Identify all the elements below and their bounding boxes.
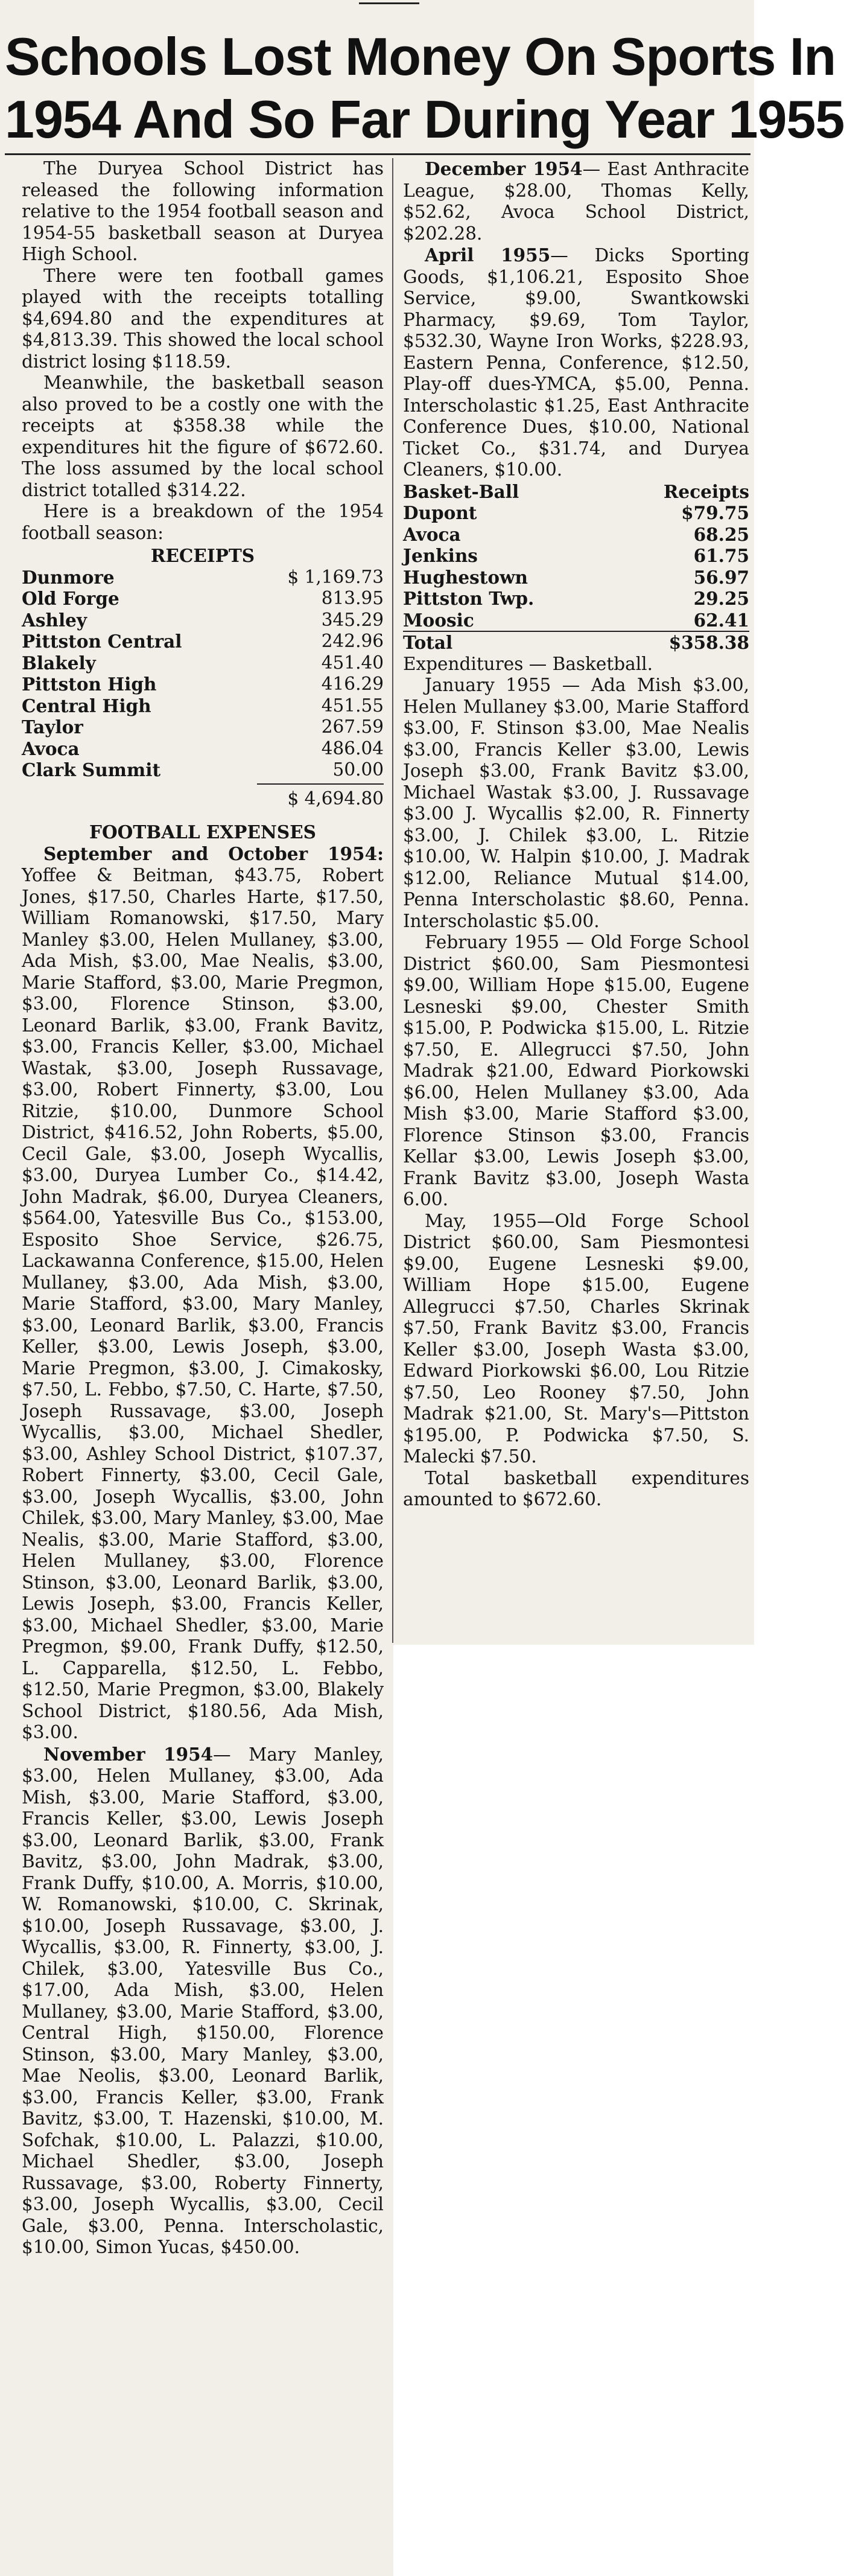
receipts-row: Blakely 451.40 — [22, 652, 384, 674]
nov-expenses — [22, 1744, 384, 2259]
basketball-total-row: Total $358.38 — [403, 632, 749, 653]
basketball-row: Moosic 62.41 — [403, 609, 749, 631]
basketball-row: Jenkins 61.75 — [403, 545, 749, 566]
intro-paragraph-1: The Duryea School District has released the following information relative to the 1954 football season and 1954-55 basketball season at Duryea High School. — [22, 158, 384, 264]
receipts-row: Avoca 486.04 — [22, 738, 384, 759]
nov-label: November 1954 — [43, 1743, 214, 1765]
receipts-row: Pittston High 416.29 — [22, 674, 384, 695]
jan-expenses: January 1955 — Ada Mish $3.00, Helen Mullaney $3.00, Marie Stafford $3.00, F. Stinson $3.00, Mae Nealis $3.00, Francis Keller $3.00, Lewis Joseph $3.00, Frank Bavitz $3.00, Michael Wastak $3.00, J. Russavage $3.00 J. Wycallis $2.00, R. Finnerty $3.00, J. Chilek $3.00, L. Ritzie $10.00, W. Halpin $10.00, J. Madrak $12.00, Reliance Mutual $14.00, Penna Interscholastic $8.60, Penna. Interscholastic $5.00. — [403, 675, 749, 931]
basketball-row: Avoca 68.25 — [403, 523, 749, 545]
top-rule — [359, 2, 419, 4]
feb-expenses: February 1955 — Old Forge School District $60.00, Sam Piesmontesi $9.00, William Hope $15.00, Eugene Lesneski $9.00, Chester Smith $15.00, P. Podwicka $15.00, L. Ritzie $7.50, E. Allegrucci $7.50, John Madrak $21.00, Edward Piorkowski $6.00, Helen Mullaney $3.00, Ada Mish $3.00, Marie Stafford $3.00, Florence Stinson $3.00, Francis Kellar $3.00, Lewis Joseph $3.00, Frank Bavitz $3.00, Joseph Wasta 6.00. — [403, 932, 749, 1210]
basketball-row: Hughestown 56.97 — [403, 566, 749, 588]
apr-label: April 1955 — [425, 244, 551, 266]
sep-oct-label: September and October 1954: — [43, 843, 384, 864]
receipts-total: $ 4,694.80 — [22, 783, 384, 810]
intro-paragraph-2: There were ten football games played with the receipts totalling $4,694.80 and the expenditures at $4,813.39. This showed the local school district losing $118.59. — [22, 265, 384, 372]
column-divider — [392, 158, 393, 1643]
right-column — [403, 158, 749, 1511]
dec-label: December 1954 — [425, 158, 583, 179]
headline-line-2: 1954 And So Far During Year 1955 — [5, 89, 844, 149]
blank-area — [393, 1645, 754, 2576]
intro-paragraph-3: Meanwhile, the basketball season also proved to be a costly one with the receipts at $358.38 while the expenditures hit the figure of $672.60. The loss assumed by the local school district totalled $314.22. — [22, 372, 384, 500]
apr-expenses — [403, 244, 749, 481]
receipts-table — [22, 567, 384, 810]
sep-oct-expenses — [22, 843, 384, 1744]
total-basketball-expenditures: Total basketball expenditures amounted to $672.60. — [403, 1467, 749, 1510]
expenses-heading: FOOTBALL EXPENSES — [89, 821, 316, 843]
left-column — [22, 158, 384, 2259]
may-expenses: May, 1955—Old Forge School District $60.00, Sam Piesmontesi $9.00, Eugene Lesneski $9.00, William Hope $15.00, Eugene Allegrucci $7.50, Charles Skrinak $7.50, Frank Bavitz $3.00, Francis Keller $3.00, Joseph Wasta $3.00, Edward Piorkowski $6.00, Lou Ritzie $7.50, Leo Rooney $7.50, John Madrak $21.00, St. Mary's—Pittston $195.00, P. Podwicka $7.50, S. Malecki $7.50. — [403, 1210, 749, 1467]
dec-text: — East Anthracite League, $28.00, Thomas Kelly, $52.62, Avoca School District, $202.28. — [403, 159, 749, 244]
sep-oct-text: Yoffee & Beitman, $43.75, Robert Jones, $17.50, Charles Harte, $17.50, William Romanowski, $17.50, Mary Manley $3.00, Helen Mullaney, $3.00, Ada Mish, $3.00, Mae Nealis, $3.00, Marie Stafford, $3.00, Marie Pregmon, $3.00, Florence Stinson, $3.00, Leonard Barlik, $3.00, Frank Bavitz, $3.00, Francis Keller, $3.00, Michael Wastak, $3.00, Joseph Russavage, $3.00, Robert Finnerty, $3.00, Lou Ritzie, $10.00, Dunmore School District, $416.52, John Roberts, $5.00, Cecil Gale, $3.00, Joseph Wycallis, $3.00, Duryea Lumber Co., $14.42, John Madrak, $6.00, Duryea Cleaners, $564.00, Yatesville Bus Co., $153.00, Esposito Shoe Service, $26.75, Lackawanna Conference, $15.00, Helen Mullaney, $3.00, Ada Mish, $3.00, Marie Stafford, $3.00, Mary Manley, $3.00, Leonard Barlik, $3.00, Francis Keller, $3.00, Lewis Joseph, $3.00, Marie Pregmon, $3.00, J. Cimakosky, $7.50, L. Febbo, $7.50, C. Harte, $7.50, Joseph Russavage, $3.00, Joseph Wycallis, $3.00, Michael Shedler, $3.00, Ashley School District, $107.37, Robert Finnerty, $3.00, Cecil Gale, $3.00, Joseph Wycallis, $3.00, John Chilek, $3.00, Mary Manley, $3.00, Mae Nealis, $3.00, Marie Stafford, $3.00, Helen Mullaney, $3.00, Florence Stinson, $3.00, Leonard Barlik, $3.00, Lewis Joseph, $3.00, Francis Keller, $3.00, Michael Shedler, $3.00, Marie Pregmon, $9.00, Frank Duffy, $12.50, L. Capparella, $12.50, L. Febbo, $12.50, Marie Pregmon, $3.00, Blakely School District, $180.56, Ada Mish, $3.00. — [22, 865, 384, 1742]
headline — [5, 25, 844, 151]
headline-rule — [5, 153, 750, 155]
intro-paragraph-4: Here is a breakdown of the 1954 football season: — [22, 501, 384, 543]
apr-text: — Dicks Sporting Goods, $1,106.21, Esposito Shoe Service, $9.00, Swantkowski Pharmacy, $9.69, Tom Taylor, $532.30, Wayne Iron Works, $228.93, Eastern Penna, Conference, $12.50, Play-off dues-YMCA, $5.00, Penna. Interscholastic $1.25, East Anthracite Conference Dues, $10.00, National Ticket Co., $31.74, and Duryea Cleaners, $10.00. — [403, 245, 749, 480]
headline-line-1: Schools Lost Money On Sports In — [5, 27, 836, 86]
receipts-row: Dunmore $ 1,169.73 — [22, 566, 384, 588]
basketball-receipts-table — [403, 481, 749, 654]
basketball-header-row: Basket-Ball Receipts — [403, 480, 749, 502]
expenditures-heading: Expenditures — Basketball. — [403, 653, 653, 674]
receipts-row: Central High 451.55 — [22, 695, 384, 716]
receipts-row: Old Forge 813.95 — [22, 588, 384, 609]
receipts-row: Clark Summit 50.00 — [22, 759, 384, 780]
receipts-heading: RECEIPTS — [150, 545, 255, 566]
dec-expenses — [403, 158, 749, 244]
receipts-row: Taylor 267.59 — [22, 716, 384, 738]
basketball-row: Pittston Twp. 29.25 — [403, 588, 749, 609]
nov-text: — Mary Manley, $3.00, Helen Mullaney, $3.00, Ada Mish, $3.00, Marie Stafford, $3.00, Francis Keller, $3.00, Lewis Joseph $3.00, Leonard Barlik, $3.00, Frank Bavitz, $3.00, John Madrak, $3.00, Frank Duffy, $10.00, A. Morris, $10.00, W. Romanowski, $10.00, C. Skrinak, $10.00, Joseph Russavage, $3.00, J. Wycallis, $3.00, R. Finnerty, $3.00, J. Chilek, $3.00, Yatesville Bus Co., $17.00, Ada Mish, $3.00, Helen Mullaney, $3.00, Marie Stafford, $3.00, Central High, $150.00, Florence Stinson, $3.00, Mary Manley, $3.00, Mae Neolis, $3.00, Leonard Barlik, $3.00, Francis Keller, $3.00, Frank Bavitz, $3.00, T. Hazenski, $10.00, M. Sofchak, $10.00, L. Palazzi, $10.00, Michael Shedler, $3.00, Joseph Russavage, $3.00, Roberty Finnerty, $3.00, Joseph Wycallis, $3.00, Cecil Gale, $3.00, Penna. Interscholastic, $10.00, Simon Yucas, $450.00. — [22, 1744, 384, 2257]
receipts-row: Ashley 345.29 — [22, 609, 384, 631]
receipts-row: Pittston Central 242.96 — [22, 631, 384, 652]
basketball-row: Dupont $79.75 — [403, 502, 749, 523]
